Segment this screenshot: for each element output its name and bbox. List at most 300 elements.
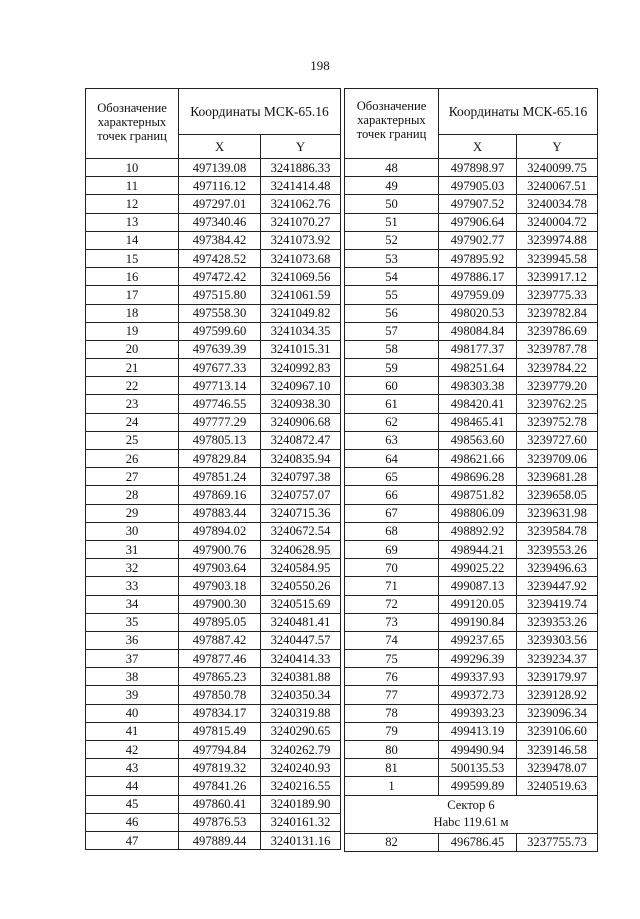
table-row [345, 413, 598, 431]
y-coordinate-cell: 3240034.78 [517, 195, 598, 213]
x-coordinate-cell: 497139.08 [179, 159, 261, 177]
x-coordinate-cell: 497905.03 [439, 177, 517, 195]
y-coordinate-cell: 3239303.56 [517, 631, 598, 649]
x-coordinate-cell: 498751.82 [439, 486, 517, 504]
x-coordinate-cell: 497713.14 [179, 377, 261, 395]
point-id-cell: 15 [86, 249, 179, 267]
table-row [345, 631, 598, 649]
y-coordinate-cell: 3239782.84 [517, 304, 598, 322]
point-id-cell: 38 [86, 668, 179, 686]
table-row [86, 450, 341, 468]
table-row [86, 650, 341, 668]
point-id-cell: 73 [345, 613, 439, 631]
x-coordinate-cell: 497889.44 [179, 831, 261, 849]
point-id-cell: 22 [86, 377, 179, 395]
point-id-cell: 82 [345, 833, 439, 851]
coords-header: Координаты МСК-65.16 [439, 89, 598, 135]
x-coordinate-cell: 497677.33 [179, 359, 261, 377]
x-coordinate-cell: 499372.73 [439, 686, 517, 704]
table-row [86, 377, 341, 395]
table-row [86, 231, 341, 249]
x-coordinate-cell: 497841.26 [179, 777, 261, 795]
y-coordinate-cell: 3240381.88 [261, 668, 341, 686]
y-coordinate-cell: 3241015.31 [261, 340, 341, 358]
x-coordinate-cell: 497829.84 [179, 450, 261, 468]
table-row [86, 159, 341, 177]
x-coordinate-cell: 497639.39 [179, 340, 261, 358]
y-coordinate-cell: 3239709.06 [517, 450, 598, 468]
x-coordinate-cell: 497959.09 [439, 286, 517, 304]
x-coordinate-cell: 498696.28 [439, 468, 517, 486]
point-column-header: Обозначение характерных точек границ [345, 89, 439, 159]
x-coordinate-cell: 499337.93 [439, 668, 517, 686]
table-row [345, 704, 598, 722]
x-coordinate-cell: 497860.41 [179, 795, 261, 813]
point-id-cell: 11 [86, 177, 179, 195]
x-coordinate-cell: 499237.65 [439, 631, 517, 649]
point-id-cell: 58 [345, 340, 439, 358]
x-coordinate-cell: 499025.22 [439, 559, 517, 577]
coords-header: Координаты МСК-65.16 [179, 89, 341, 135]
x-coordinate-cell: 498177.37 [439, 340, 517, 358]
table-row [86, 522, 341, 540]
point-id-cell: 78 [345, 704, 439, 722]
point-id-cell: 80 [345, 741, 439, 759]
table-row [86, 595, 341, 613]
point-id-cell: 56 [345, 304, 439, 322]
table-row [86, 340, 341, 358]
table-row [86, 759, 341, 777]
y-coordinate-cell: 3241414.48 [261, 177, 341, 195]
x-coordinate-cell: 499296.39 [439, 650, 517, 668]
point-id-cell: 43 [86, 759, 179, 777]
sector-name: Сектор 6 [447, 798, 495, 813]
table-row [86, 722, 341, 740]
table-row [345, 833, 598, 851]
table-row [345, 613, 598, 631]
point-id-cell: 23 [86, 395, 179, 413]
y-coordinate-cell: 3240906.68 [261, 413, 341, 431]
table-row [86, 813, 341, 831]
x-coordinate-cell: 498892.92 [439, 522, 517, 540]
page-number: 198 [310, 58, 330, 73]
table-row [345, 195, 598, 213]
table-row [345, 249, 598, 267]
table-row [345, 213, 598, 231]
y-coordinate-cell: 3240067.51 [517, 177, 598, 195]
y-coordinate-cell: 3239419.74 [517, 595, 598, 613]
point-id-cell: 1 [345, 777, 439, 795]
x-coordinate-cell: 499490.94 [439, 741, 517, 759]
table-row [86, 795, 341, 813]
x-coordinate-cell: 497894.02 [179, 522, 261, 540]
point-id-cell: 68 [345, 522, 439, 540]
x-coordinate-cell: 499393.23 [439, 704, 517, 722]
point-id-cell: 44 [86, 777, 179, 795]
point-id-cell: 52 [345, 231, 439, 249]
x-coordinate-cell: 499120.05 [439, 595, 517, 613]
table-row [345, 395, 598, 413]
point-id-cell: 24 [86, 413, 179, 431]
point-id-cell: 26 [86, 450, 179, 468]
table-row [86, 486, 341, 504]
x-coordinate-cell: 496786.45 [439, 833, 517, 851]
y-coordinate-cell: 3239146.58 [517, 741, 598, 759]
y-coordinate-cell: 3240672.54 [261, 522, 341, 540]
y-coordinate-cell: 3240189.90 [261, 795, 341, 813]
y-coordinate-cell: 3240447.57 [261, 631, 341, 649]
x-coordinate-cell: 498465.41 [439, 413, 517, 431]
x-coordinate-cell: 497815.49 [179, 722, 261, 740]
point-id-cell: 67 [345, 504, 439, 522]
table-row [86, 195, 341, 213]
y-coordinate-cell: 3239727.60 [517, 431, 598, 449]
sector-row [345, 795, 598, 833]
y-coordinate-cell: 3239179.97 [517, 668, 598, 686]
x-coordinate-cell: 497819.32 [179, 759, 261, 777]
table-row [345, 577, 598, 595]
table-row [86, 577, 341, 595]
y-coordinate-cell: 3239974.88 [517, 231, 598, 249]
x-coordinate-cell: 497883.44 [179, 504, 261, 522]
point-id-cell: 57 [345, 322, 439, 340]
table-row [86, 395, 341, 413]
y-coordinate-cell: 3239786.69 [517, 322, 598, 340]
y-coordinate-cell: 3241062.76 [261, 195, 341, 213]
x-coordinate-cell: 500135.53 [439, 759, 517, 777]
table-row [345, 431, 598, 449]
point-id-cell: 74 [345, 631, 439, 649]
point-id-cell: 59 [345, 359, 439, 377]
x-coordinate-cell: 497599.60 [179, 322, 261, 340]
y-coordinate-cell: 3241070.27 [261, 213, 341, 231]
point-id-cell: 60 [345, 377, 439, 395]
point-id-cell: 20 [86, 340, 179, 358]
table-row [86, 431, 341, 449]
y-coordinate-cell: 3240628.95 [261, 540, 341, 558]
y-column-header: Y [517, 135, 598, 159]
x-coordinate-cell: 497805.13 [179, 431, 261, 449]
table-row [345, 686, 598, 704]
table-row [345, 268, 598, 286]
x-coordinate-cell: 497472.42 [179, 268, 261, 286]
point-id-cell: 61 [345, 395, 439, 413]
x-coordinate-cell: 497895.92 [439, 249, 517, 267]
table-row [345, 595, 598, 613]
x-coordinate-cell: 497428.52 [179, 249, 261, 267]
x-coordinate-cell: 497907.52 [439, 195, 517, 213]
y-coordinate-cell: 3240240.93 [261, 759, 341, 777]
y-coordinate-cell: 3240161.32 [261, 813, 341, 831]
y-coordinate-cell: 3239752.78 [517, 413, 598, 431]
table-row [345, 540, 598, 558]
table-row [86, 741, 341, 759]
y-coordinate-cell: 3241073.92 [261, 231, 341, 249]
point-id-cell: 10 [86, 159, 179, 177]
y-coordinate-cell: 3240290.65 [261, 722, 341, 740]
table-row [345, 340, 598, 358]
table-row [86, 631, 341, 649]
y-coordinate-cell: 3241049.82 [261, 304, 341, 322]
point-id-cell: 63 [345, 431, 439, 449]
x-coordinate-cell: 498944.21 [439, 540, 517, 558]
x-coordinate-cell: 497515.80 [179, 286, 261, 304]
table-row [345, 159, 598, 177]
y-coordinate-cell: 3237755.73 [517, 833, 598, 851]
table-row [345, 777, 598, 795]
point-id-cell: 19 [86, 322, 179, 340]
y-coordinate-cell: 3240519.63 [517, 777, 598, 795]
x-coordinate-cell: 497558.30 [179, 304, 261, 322]
point-id-cell: 40 [86, 704, 179, 722]
table-row [345, 759, 598, 777]
table-row [86, 286, 341, 304]
sector-area: Нabс 119.61 м [433, 815, 509, 830]
y-coordinate-cell: 3240584.95 [261, 559, 341, 577]
x-coordinate-cell: 498020.53 [439, 304, 517, 322]
point-id-cell: 25 [86, 431, 179, 449]
y-coordinate-cell: 3240872.47 [261, 431, 341, 449]
x-coordinate-cell: 497384.42 [179, 231, 261, 249]
point-id-cell: 70 [345, 559, 439, 577]
x-coordinate-cell: 497794.84 [179, 741, 261, 759]
x-coordinate-cell: 498084.84 [439, 322, 517, 340]
point-id-cell: 16 [86, 268, 179, 286]
y-coordinate-cell: 3239447.92 [517, 577, 598, 595]
x-coordinate-cell: 497851.24 [179, 468, 261, 486]
y-coordinate-cell: 3241073.68 [261, 249, 341, 267]
point-id-cell: 54 [345, 268, 439, 286]
y-coordinate-cell: 3239779.20 [517, 377, 598, 395]
point-id-cell: 29 [86, 504, 179, 522]
point-id-cell: 64 [345, 450, 439, 468]
table-row [345, 559, 598, 577]
y-column-header: Y [261, 135, 341, 159]
y-coordinate-cell: 3240099.75 [517, 159, 598, 177]
point-id-cell: 49 [345, 177, 439, 195]
left-table-body [86, 159, 341, 850]
table-row [86, 268, 341, 286]
point-id-cell: 62 [345, 413, 439, 431]
y-coordinate-cell: 3239553.26 [517, 540, 598, 558]
point-id-cell: 71 [345, 577, 439, 595]
table-row [345, 650, 598, 668]
x-coordinate-cell: 498621.66 [439, 450, 517, 468]
coordinates-table-right [344, 88, 598, 852]
y-coordinate-cell: 3241034.35 [261, 322, 341, 340]
table-row [345, 486, 598, 504]
y-coordinate-cell: 3239106.60 [517, 722, 598, 740]
y-coordinate-cell: 3239478.07 [517, 759, 598, 777]
table-row [86, 613, 341, 631]
y-coordinate-cell: 3239775.33 [517, 286, 598, 304]
table-row [345, 668, 598, 686]
x-coordinate-cell: 497850.78 [179, 686, 261, 704]
coordinates-table-left [85, 88, 341, 850]
x-column-header: X [179, 135, 261, 159]
x-coordinate-cell: 498806.09 [439, 504, 517, 522]
y-coordinate-cell: 3240715.36 [261, 504, 341, 522]
point-id-cell: 14 [86, 231, 179, 249]
y-coordinate-cell: 3240992.83 [261, 359, 341, 377]
y-coordinate-cell: 3241069.56 [261, 268, 341, 286]
y-coordinate-cell: 3240550.26 [261, 577, 341, 595]
y-coordinate-cell: 3240515.69 [261, 595, 341, 613]
table-row [345, 304, 598, 322]
y-coordinate-cell: 3240797.38 [261, 468, 341, 486]
point-id-cell: 46 [86, 813, 179, 831]
x-coordinate-cell: 497116.12 [179, 177, 261, 195]
point-id-cell: 76 [345, 668, 439, 686]
point-id-cell: 12 [86, 195, 179, 213]
table-row [86, 213, 341, 231]
point-id-cell: 47 [86, 831, 179, 849]
y-coordinate-cell: 3240835.94 [261, 450, 341, 468]
table-row [86, 504, 341, 522]
x-coordinate-cell: 497900.76 [179, 540, 261, 558]
point-id-cell: 77 [345, 686, 439, 704]
table-row [86, 777, 341, 795]
x-coordinate-cell: 497903.64 [179, 559, 261, 577]
x-coordinate-cell: 497895.05 [179, 613, 261, 631]
point-id-cell: 18 [86, 304, 179, 322]
table-row [345, 522, 598, 540]
point-id-cell: 41 [86, 722, 179, 740]
point-id-cell: 48 [345, 159, 439, 177]
right-table-body [345, 159, 598, 852]
y-coordinate-cell: 3239096.34 [517, 704, 598, 722]
y-coordinate-cell: 3239496.63 [517, 559, 598, 577]
y-coordinate-cell: 3239917.12 [517, 268, 598, 286]
y-coordinate-cell: 3239784.22 [517, 359, 598, 377]
x-column-header: X [439, 135, 517, 159]
table-row [345, 468, 598, 486]
x-coordinate-cell: 497869.16 [179, 486, 261, 504]
point-id-cell: 17 [86, 286, 179, 304]
x-coordinate-cell: 497777.29 [179, 413, 261, 431]
table-row [345, 450, 598, 468]
point-id-cell: 53 [345, 249, 439, 267]
y-coordinate-cell: 3240967.10 [261, 377, 341, 395]
y-coordinate-cell: 3240414.33 [261, 650, 341, 668]
point-column-header: Обозначение характерных точек границ [86, 89, 179, 159]
y-coordinate-cell: 3239234.37 [517, 650, 598, 668]
point-id-cell: 66 [345, 486, 439, 504]
y-coordinate-cell: 3240004.72 [517, 213, 598, 231]
table-row [86, 704, 341, 722]
x-coordinate-cell: 497340.46 [179, 213, 261, 231]
sector-cell [345, 795, 598, 833]
x-coordinate-cell: 499190.84 [439, 613, 517, 631]
x-coordinate-cell: 498420.41 [439, 395, 517, 413]
y-coordinate-cell: 3239658.05 [517, 486, 598, 504]
x-coordinate-cell: 497877.46 [179, 650, 261, 668]
x-coordinate-cell: 497834.17 [179, 704, 261, 722]
point-id-cell: 27 [86, 468, 179, 486]
x-coordinate-cell: 497887.42 [179, 631, 261, 649]
y-coordinate-cell: 3240757.07 [261, 486, 341, 504]
x-coordinate-cell: 498563.60 [439, 431, 517, 449]
y-coordinate-cell: 3239631.98 [517, 504, 598, 522]
x-coordinate-cell: 499087.13 [439, 577, 517, 595]
point-id-cell: 34 [86, 595, 179, 613]
point-id-cell: 75 [345, 650, 439, 668]
y-coordinate-cell: 3239681.28 [517, 468, 598, 486]
y-coordinate-cell: 3239353.26 [517, 613, 598, 631]
table-row [345, 377, 598, 395]
x-coordinate-cell: 497746.55 [179, 395, 261, 413]
point-id-cell: 50 [345, 195, 439, 213]
table-row [86, 559, 341, 577]
table-row [86, 686, 341, 704]
table-row [86, 668, 341, 686]
point-id-cell: 13 [86, 213, 179, 231]
y-coordinate-cell: 3240938.30 [261, 395, 341, 413]
point-id-cell: 42 [86, 741, 179, 759]
x-coordinate-cell: 497900.30 [179, 595, 261, 613]
y-coordinate-cell: 3241886.33 [261, 159, 341, 177]
point-id-cell: 32 [86, 559, 179, 577]
y-coordinate-cell: 3240131.16 [261, 831, 341, 849]
table-row [86, 359, 341, 377]
y-coordinate-cell: 3239945.58 [517, 249, 598, 267]
x-coordinate-cell: 497898.97 [439, 159, 517, 177]
point-id-cell: 37 [86, 650, 179, 668]
point-id-cell: 55 [345, 286, 439, 304]
point-id-cell: 72 [345, 595, 439, 613]
x-coordinate-cell: 497886.17 [439, 268, 517, 286]
point-id-cell: 81 [345, 759, 439, 777]
point-id-cell: 28 [86, 486, 179, 504]
y-coordinate-cell: 3240319.88 [261, 704, 341, 722]
x-coordinate-cell: 497876.53 [179, 813, 261, 831]
point-id-cell: 79 [345, 722, 439, 740]
y-coordinate-cell: 3241061.59 [261, 286, 341, 304]
point-id-cell: 51 [345, 213, 439, 231]
table-row [86, 177, 341, 195]
table-row [345, 722, 598, 740]
x-coordinate-cell: 497903.18 [179, 577, 261, 595]
x-coordinate-cell: 499599.89 [439, 777, 517, 795]
x-coordinate-cell: 498251.64 [439, 359, 517, 377]
table-row [86, 249, 341, 267]
table-row [86, 304, 341, 322]
table-row [345, 504, 598, 522]
point-id-cell: 33 [86, 577, 179, 595]
point-id-cell: 39 [86, 686, 179, 704]
x-coordinate-cell: 497902.77 [439, 231, 517, 249]
y-coordinate-cell: 3239787.78 [517, 340, 598, 358]
y-coordinate-cell: 3240350.34 [261, 686, 341, 704]
table-row [345, 177, 598, 195]
x-coordinate-cell: 497297.01 [179, 195, 261, 213]
point-id-cell: 31 [86, 540, 179, 558]
point-id-cell: 36 [86, 631, 179, 649]
y-coordinate-cell: 3240481.41 [261, 613, 341, 631]
table-row [345, 322, 598, 340]
table-row [86, 322, 341, 340]
table-row [345, 359, 598, 377]
point-id-cell: 65 [345, 468, 439, 486]
table-row [345, 231, 598, 249]
y-coordinate-cell: 3239584.78 [517, 522, 598, 540]
point-id-cell: 30 [86, 522, 179, 540]
point-id-cell: 45 [86, 795, 179, 813]
table-row [86, 468, 341, 486]
x-coordinate-cell: 497906.64 [439, 213, 517, 231]
y-coordinate-cell: 3239128.92 [517, 686, 598, 704]
x-coordinate-cell: 499413.19 [439, 722, 517, 740]
